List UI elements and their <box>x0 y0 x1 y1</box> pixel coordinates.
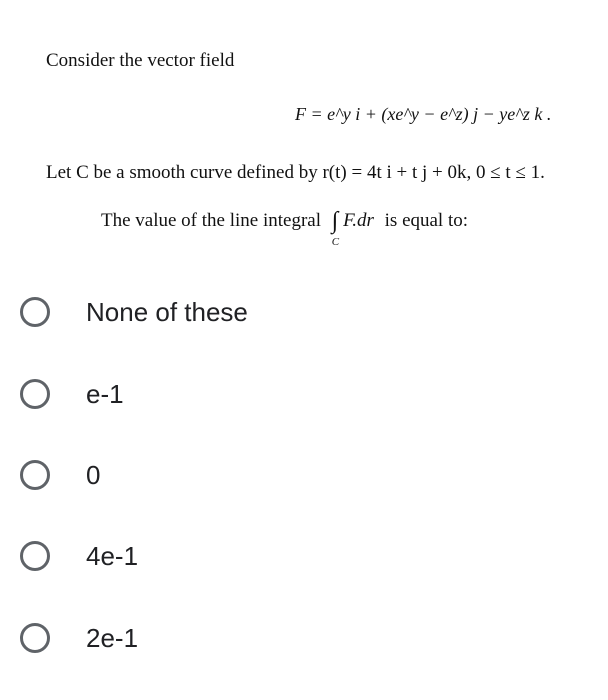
radio-button-icon[interactable] <box>20 460 50 490</box>
option-zero[interactable] <box>20 450 580 500</box>
radio-button-icon[interactable] <box>20 623 50 653</box>
option-none-of-these[interactable] <box>20 287 580 337</box>
option-label: None of these <box>86 296 248 327</box>
integral-subscript: C <box>331 236 340 248</box>
option-label: 0 <box>86 459 101 490</box>
option-4e-minus-1[interactable] <box>20 531 580 581</box>
vector-field-formula <box>295 104 551 125</box>
curve-definition <box>46 162 545 184</box>
option-label: 2e-1 <box>86 622 139 653</box>
radio-button-icon[interactable] <box>20 297 50 327</box>
option-e-minus-1[interactable] <box>20 369 580 419</box>
question-image <box>0 0 608 270</box>
integral-prompt <box>101 206 469 248</box>
integral-body: F.dr <box>343 210 374 231</box>
integral-prefix: The value of the line integral <box>101 210 321 231</box>
option-label: e-1 <box>86 378 124 409</box>
radio-button-icon[interactable] <box>20 541 50 571</box>
integral-suffix: is equal to: <box>384 210 469 231</box>
option-label: 4e-1 <box>86 540 139 571</box>
curve-text: Let C be a smooth curve defined by r(t) = 4t i + t j + 0k, 0 ≤ t ≤ 1. <box>46 162 545 183</box>
line-integral <box>331 206 374 248</box>
radio-button-icon[interactable] <box>20 379 50 409</box>
question-intro: Consider the vector field <box>46 50 235 71</box>
integral-sign-icon: ∫ <box>331 208 339 234</box>
option-2e-minus-1[interactable] <box>20 613 580 663</box>
formula-text: F = e^y i + (xe^y − e^z) j − ye^z k . <box>295 104 552 124</box>
